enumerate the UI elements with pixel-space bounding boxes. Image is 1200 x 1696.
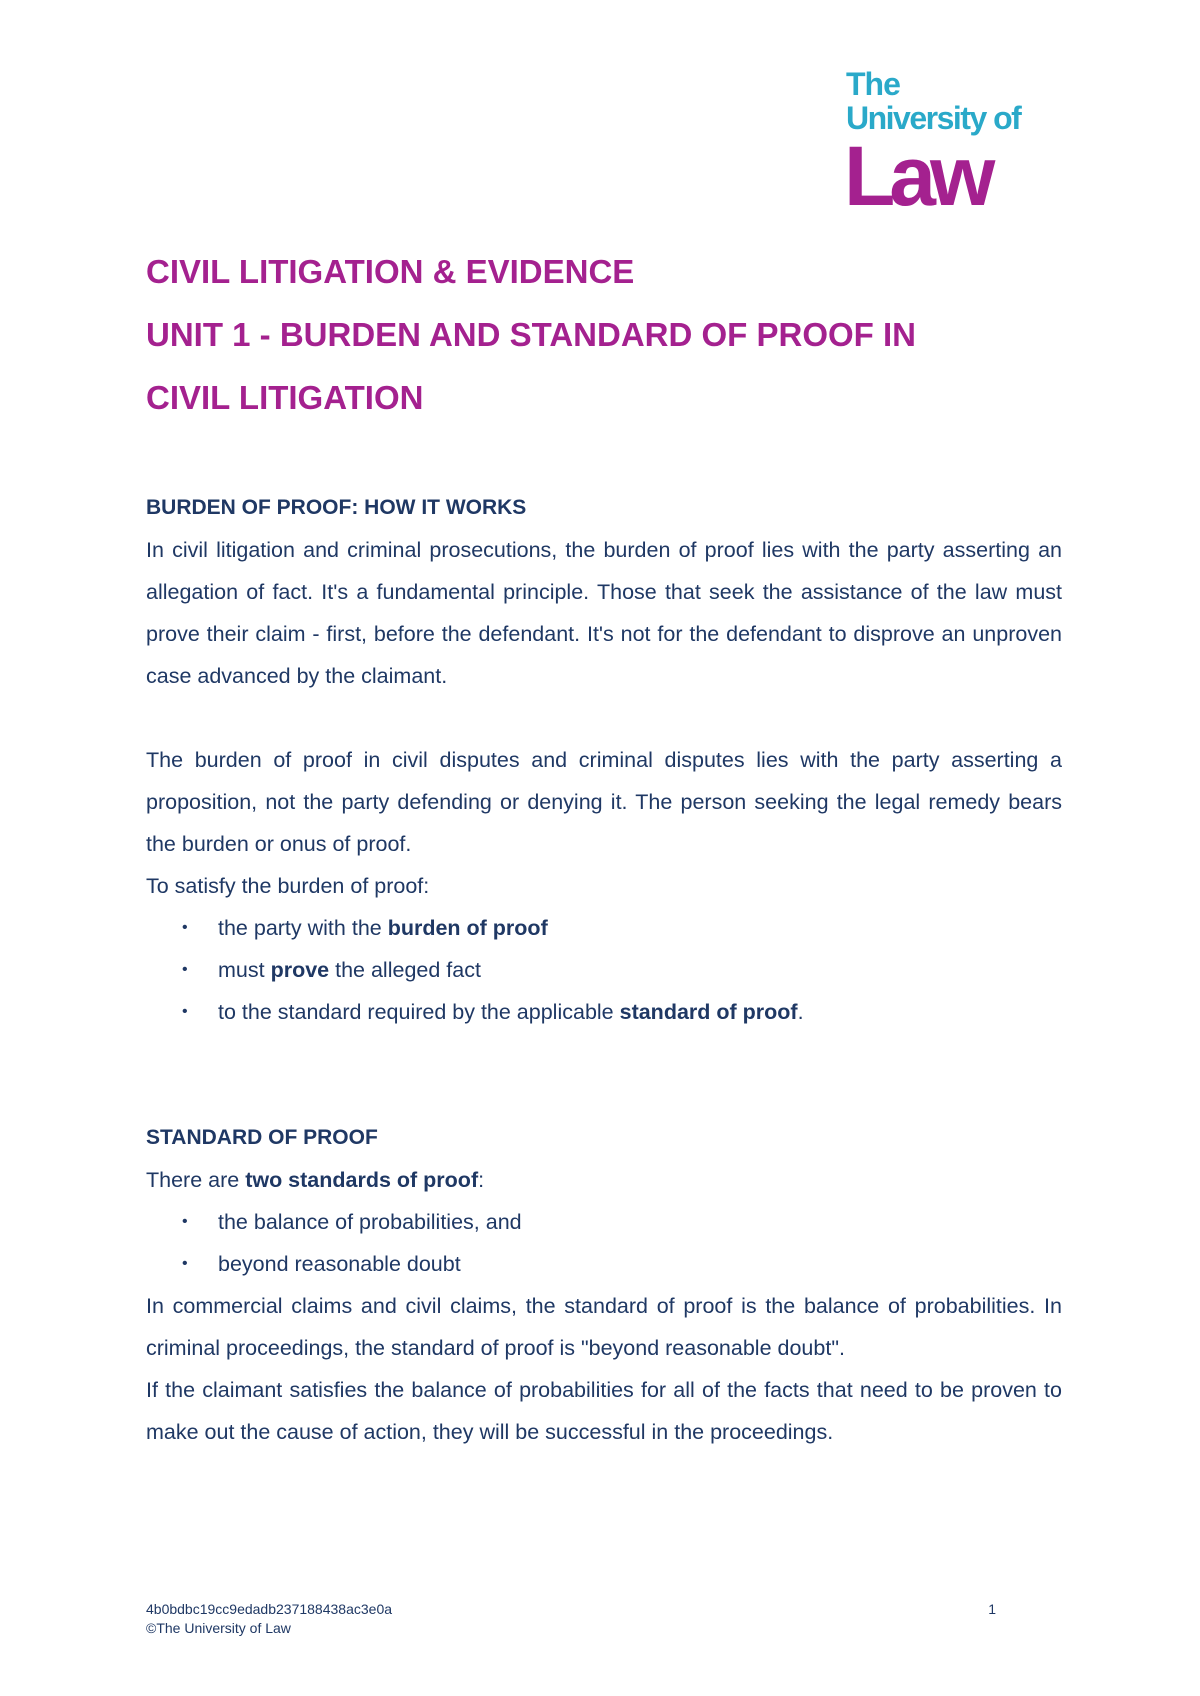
paragraph-burden-1: In civil litigation and criminal prosecutions, the burden of proof lies with the party asserting an allegation of fact. It's a fundamental principle. Those that seek the assistance of the law must prove their claim - first, before the defendant. It's not for the defendant to disprove an unproven case advanced by the claimant. <box>146 538 1062 688</box>
logo-line-university-of: University of <box>846 100 1021 136</box>
paragraph-burden-3: To satisfy the burden of proof: <box>146 874 430 898</box>
list-item: • to the standard required by the applicable standard of proof. <box>218 991 1062 1033</box>
paragraph-burden-2: The burden of proof in civil disputes and criminal disputes lies with the party asserting a proposition, not the party defending or denying it. The person seeking the legal remedy bears the burden or onus of proof. <box>146 748 1062 856</box>
title-line-2: UNIT 1 - BURDEN AND STANDARD OF PROOF IN <box>146 316 916 353</box>
title-line-1: CIVIL LITIGATION & EVIDENCE <box>146 253 635 290</box>
list-item: • the balance of probabilities, and <box>218 1201 1062 1243</box>
logo-line-law: Law <box>844 129 990 223</box>
bullet-icon: • <box>182 1255 188 1272</box>
bullet-icon: • <box>182 961 188 978</box>
page-footer <box>146 1600 996 1638</box>
list-item: • the party with the burden of proof <box>218 907 1062 949</box>
paragraph-standard-1: In commercial claims and civil claims, the standard of proof is the balance of probabilities. In criminal proceedings, the standard of proof is "beyond reasonable doubt". <box>146 1294 1062 1360</box>
bullet-icon: • <box>182 919 188 936</box>
copyright-notice: ©The University of Law <box>146 1620 291 1636</box>
logo-line-the: The <box>846 66 900 102</box>
title-line-3: CIVIL LITIGATION <box>146 379 424 416</box>
section-heading-standard: STANDARD OF PROOF <box>146 1126 378 1149</box>
document-title <box>146 240 1066 429</box>
bullet-icon: • <box>182 1213 188 1230</box>
section-heading-burden: BURDEN OF PROOF: HOW IT WORKS <box>146 496 527 519</box>
standard-bullet-list <box>146 1201 1062 1285</box>
bullet-icon: • <box>182 1003 188 1020</box>
document-body <box>146 487 1062 1453</box>
list-item: • must prove the alleged fact <box>218 949 1062 991</box>
burden-bullet-list <box>146 907 1062 1033</box>
paragraph-standard-2: If the claimant satisfies the balance of probabilities for all of the facts that need to be proven to make out the cause of action, they will be successful in the proceedings. <box>146 1378 1062 1444</box>
university-of-law-logo <box>844 66 1026 223</box>
spacer <box>146 697 1062 739</box>
document-id: 4b0bdbc19cc9edadb237188438ac3e0a <box>146 1601 393 1617</box>
paragraph-standard-intro: There are two standards of proof: <box>146 1168 485 1192</box>
page-number: 1 <box>988 1601 996 1617</box>
spacer <box>146 1033 1062 1117</box>
list-item: • beyond reasonable doubt <box>218 1243 1062 1285</box>
